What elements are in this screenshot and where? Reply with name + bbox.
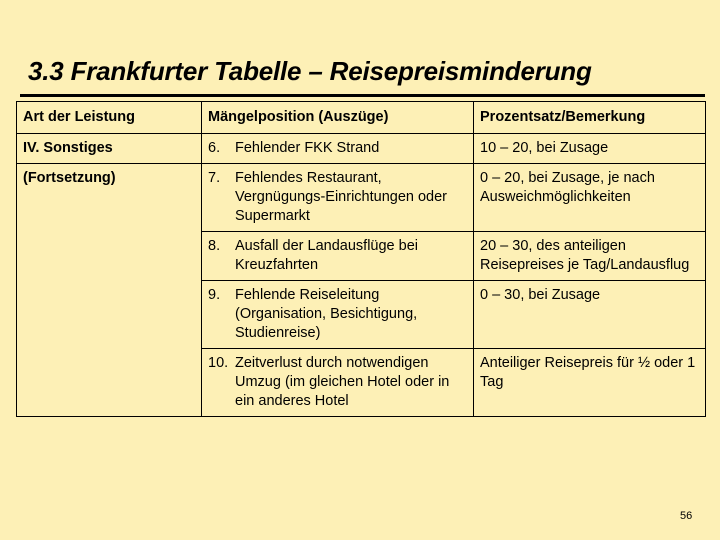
item-text: Fehlende Reiseleitung (Organisation, Besichtigung, Studienreise)	[235, 287, 418, 341]
category-cell: IV. Sonstiges	[17, 134, 202, 164]
item-text: Fehlendes Restaurant, Vergnügungs-Einrichtungen oder Supermarkt	[235, 170, 448, 224]
item-number: 10.	[208, 355, 229, 371]
category-cell-continued: (Fortsetzung)	[17, 164, 202, 417]
page-title: 3.3 Frankfurter Tabelle – Reisepreisminderung	[28, 56, 592, 86]
item-cell	[202, 164, 474, 232]
item-text: Fehlender FKK Strand	[235, 140, 380, 156]
item-cell	[202, 349, 474, 417]
item-number: 6.	[208, 140, 221, 156]
item-number: 7.	[208, 170, 221, 186]
remark-cell: 0 – 30, bei Zusage	[474, 281, 706, 349]
item-cell	[202, 134, 474, 164]
table-header-row	[17, 102, 706, 134]
item-cell	[202, 232, 474, 281]
title-underline	[20, 94, 705, 97]
table-row	[17, 164, 706, 232]
header-maengel: Mängelposition (Auszüge)	[202, 102, 474, 134]
table-row	[17, 134, 706, 164]
price-reduction-table	[16, 101, 706, 417]
item-cell	[202, 281, 474, 349]
header-art: Art der Leistung	[17, 102, 202, 134]
remark-cell: 0 – 20, bei Zusage, je nach Ausweichmöglichkeiten	[474, 164, 706, 232]
page-number: 56	[680, 510, 693, 522]
item-text: Zeitverlust durch notwendigen Umzug (im gleichen Hotel oder in ein anderes Hotel	[235, 355, 450, 409]
remark-cell: 20 – 30, des anteiligen Reisepreises je Tag/Landausflug	[474, 232, 706, 281]
item-number: 9.	[208, 287, 221, 303]
header-prozent: Prozentsatz/Bemerkung	[474, 102, 706, 134]
item-text: Ausfall der Landausflüge bei Kreuzfahrten	[235, 238, 418, 273]
remark-cell: 10 – 20, bei Zusage	[474, 134, 706, 164]
remark-cell: Anteiliger Reisepreis für ½ oder 1 Tag	[474, 349, 706, 417]
item-number: 8.	[208, 238, 221, 254]
